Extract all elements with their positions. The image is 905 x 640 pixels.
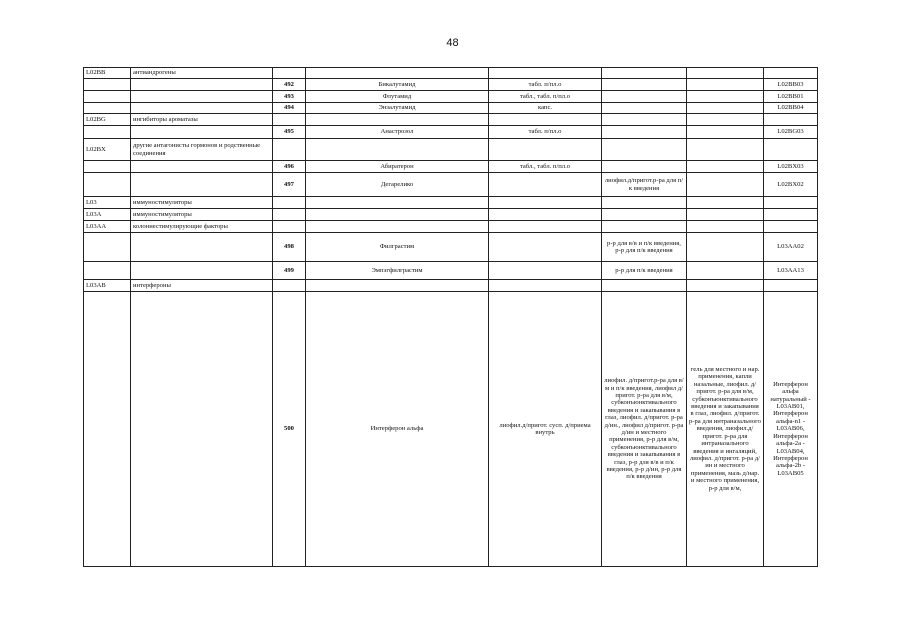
cell-num: 492 bbox=[273, 79, 306, 91]
cell-num: 494 bbox=[273, 103, 306, 114]
cell-num: 499 bbox=[273, 262, 306, 280]
cell-name: Филграстим bbox=[306, 233, 489, 262]
cell-group bbox=[131, 161, 273, 173]
cell-form3 bbox=[687, 221, 764, 233]
cell-num bbox=[273, 114, 306, 126]
cell-atc: L02BX02 bbox=[764, 173, 818, 197]
table-row bbox=[84, 233, 818, 262]
cell-form2: р-р для в/в и п/к введения, р-р для п/к введения bbox=[602, 233, 687, 262]
cell-group bbox=[131, 292, 273, 567]
cell-code: L03A bbox=[84, 209, 131, 221]
cell-form2 bbox=[602, 221, 687, 233]
cell-form2 bbox=[602, 68, 687, 79]
cell-form2: р-р для п/к введения bbox=[602, 262, 687, 280]
cell-code: L02BB bbox=[84, 68, 131, 79]
table-row bbox=[84, 139, 818, 161]
cell-name bbox=[306, 221, 489, 233]
cell-form1 bbox=[489, 173, 602, 197]
cell-code: L02BG bbox=[84, 114, 131, 126]
cell-num: 493 bbox=[273, 91, 306, 103]
cell-group bbox=[131, 262, 273, 280]
table-row bbox=[84, 114, 818, 126]
cell-form1 bbox=[489, 262, 602, 280]
table-row bbox=[84, 68, 818, 79]
cell-atc: L02BX03 bbox=[764, 161, 818, 173]
cell-form3 bbox=[687, 233, 764, 262]
cell-code bbox=[84, 126, 131, 139]
cell-name bbox=[306, 209, 489, 221]
cell-group bbox=[131, 173, 273, 197]
cell-name: Флутамид bbox=[306, 91, 489, 103]
cell-form1: лиофил.д/пригот. сусп. д/приема внутрь bbox=[489, 292, 602, 567]
cell-form3 bbox=[687, 173, 764, 197]
cell-group: ингибиторы ароматазы bbox=[131, 114, 273, 126]
cell-num bbox=[273, 197, 306, 209]
cell-group bbox=[131, 103, 273, 114]
cell-num: 495 bbox=[273, 126, 306, 139]
cell-form3 bbox=[687, 161, 764, 173]
cell-atc: L02BB01 bbox=[764, 91, 818, 103]
cell-atc: Интерферон альфа натуральный - L03AB01, Интерферон альфа-n1 - L03AB06, Интерферон альфа-2а - L03AB04, Интерферон альфа-2b - L03AB05 bbox=[764, 292, 818, 567]
cell-form3 bbox=[687, 103, 764, 114]
page-number: 48 bbox=[446, 37, 459, 49]
cell-group: колониестимулирующие факторы bbox=[131, 221, 273, 233]
cell-form1 bbox=[489, 209, 602, 221]
cell-atc: L03AA02 bbox=[764, 233, 818, 262]
cell-num bbox=[273, 139, 306, 161]
cell-code: L03 bbox=[84, 197, 131, 209]
cell-form1 bbox=[489, 233, 602, 262]
cell-atc bbox=[764, 114, 818, 126]
cell-group bbox=[131, 79, 273, 91]
cell-form1 bbox=[489, 221, 602, 233]
cell-form2: лиофил. д/пригот.р-ра для в/м и п/к введения, лиофил д/пригот. р-ра для в/м, субконъюнктивального введения и закапывания в глаз, лиофил. д/пригот. р-ра д/ин., лиофил д/пригот. р-ра д/ин и местного применения, р-р для в/м, субконъюнктивального введения и закапывания в глаз, р-р для в/в и п/к введения, р-р д/ин, р-р для п/к введения bbox=[602, 292, 687, 567]
cell-group: другие антагонисты гормонов и родственные соединения bbox=[131, 139, 273, 161]
cell-group: иммуностимуляторы bbox=[131, 209, 273, 221]
cell-name bbox=[306, 114, 489, 126]
cell-form2 bbox=[602, 161, 687, 173]
cell-form1: капс. bbox=[489, 103, 602, 114]
cell-group: иммуностимуляторы bbox=[131, 197, 273, 209]
cell-form1 bbox=[489, 139, 602, 161]
cell-atc bbox=[764, 221, 818, 233]
cell-num: 498 bbox=[273, 233, 306, 262]
cell-code bbox=[84, 262, 131, 280]
cell-num: 496 bbox=[273, 161, 306, 173]
table-row bbox=[84, 209, 818, 221]
table-row bbox=[84, 292, 818, 567]
cell-form1: табл., табл. п/пл.о bbox=[489, 91, 602, 103]
cell-group: интерфероны bbox=[131, 280, 273, 292]
cell-atc: L03AA13 bbox=[764, 262, 818, 280]
cell-name bbox=[306, 197, 489, 209]
cell-group: антиандрогены bbox=[131, 68, 273, 79]
cell-form3 bbox=[687, 262, 764, 280]
cell-code bbox=[84, 173, 131, 197]
cell-code bbox=[84, 292, 131, 567]
cell-num bbox=[273, 280, 306, 292]
cell-atc bbox=[764, 280, 818, 292]
table-row bbox=[84, 103, 818, 114]
cell-form2 bbox=[602, 114, 687, 126]
cell-form2 bbox=[602, 79, 687, 91]
cell-form2 bbox=[602, 139, 687, 161]
cell-form2 bbox=[602, 197, 687, 209]
table-row bbox=[84, 197, 818, 209]
cell-num: 500 bbox=[273, 292, 306, 567]
cell-form3 bbox=[687, 126, 764, 139]
cell-code bbox=[84, 161, 131, 173]
table-row bbox=[84, 262, 818, 280]
cell-form3 bbox=[687, 91, 764, 103]
cell-atc bbox=[764, 197, 818, 209]
cell-atc: L02BB03 bbox=[764, 79, 818, 91]
cell-group bbox=[131, 91, 273, 103]
cell-num bbox=[273, 221, 306, 233]
cell-form2 bbox=[602, 103, 687, 114]
cell-name bbox=[306, 280, 489, 292]
cell-atc bbox=[764, 209, 818, 221]
cell-name: Эмпэгфилграстим bbox=[306, 262, 489, 280]
cell-form2 bbox=[602, 280, 687, 292]
cell-name bbox=[306, 139, 489, 161]
cell-name bbox=[306, 68, 489, 79]
cell-name: Анастрозол bbox=[306, 126, 489, 139]
cell-form2 bbox=[602, 91, 687, 103]
cell-name: Бикалутамид bbox=[306, 79, 489, 91]
table-row bbox=[84, 173, 818, 197]
cell-form3 bbox=[687, 79, 764, 91]
cell-form3 bbox=[687, 114, 764, 126]
drug-table bbox=[83, 67, 818, 567]
cell-atc bbox=[764, 68, 818, 79]
cell-form2: лиофил.д/пригот.р-ра для п/к введения bbox=[602, 173, 687, 197]
cell-form1: табл., табл. п/пл.о bbox=[489, 161, 602, 173]
cell-form1: табл. п/пл.о bbox=[489, 79, 602, 91]
cell-form1 bbox=[489, 68, 602, 79]
cell-form1 bbox=[489, 197, 602, 209]
cell-code bbox=[84, 233, 131, 262]
cell-num bbox=[273, 68, 306, 79]
cell-atc: L02BG03 bbox=[764, 126, 818, 139]
cell-form1 bbox=[489, 280, 602, 292]
cell-atc bbox=[764, 139, 818, 161]
cell-form2 bbox=[602, 209, 687, 221]
cell-code bbox=[84, 91, 131, 103]
cell-group bbox=[131, 233, 273, 262]
table-row bbox=[84, 161, 818, 173]
table-row bbox=[84, 79, 818, 91]
cell-form3 bbox=[687, 68, 764, 79]
cell-form1: табл. п/пл.о bbox=[489, 126, 602, 139]
cell-form3 bbox=[687, 139, 764, 161]
table-row bbox=[84, 280, 818, 292]
cell-name: Абиратерон bbox=[306, 161, 489, 173]
cell-code bbox=[84, 79, 131, 91]
cell-code: L03AA bbox=[84, 221, 131, 233]
cell-form3 bbox=[687, 197, 764, 209]
cell-form3 bbox=[687, 209, 764, 221]
cell-name: Интерферон альфа bbox=[306, 292, 489, 567]
cell-group bbox=[131, 126, 273, 139]
table-row bbox=[84, 126, 818, 139]
cell-form3: гель для местного и нар. применения, капли назальные, лиофил. д/пригот. р-ра для в/м, субконъюнктивального введения и закапывания в глаз, лиофил. д/пригот. р-ра для интраназального введения, лиофил.д/пригот. р-ра для интраназального введения и ингаляций, лиофил. д/пригот. р-ра д/ин и местного применения, мазь д/нар. и местного применения, р-р для в/м, bbox=[687, 292, 764, 567]
cell-name: Энзалутамид bbox=[306, 103, 489, 114]
cell-form2 bbox=[602, 126, 687, 139]
cell-code: L03AB bbox=[84, 280, 131, 292]
cell-code: L02BX bbox=[84, 139, 131, 161]
cell-name: Дегарелико bbox=[306, 173, 489, 197]
cell-code bbox=[84, 103, 131, 114]
cell-atc: L02BB04 bbox=[764, 103, 818, 114]
cell-num: 497 bbox=[273, 173, 306, 197]
cell-num bbox=[273, 209, 306, 221]
cell-form1 bbox=[489, 114, 602, 126]
table-row bbox=[84, 221, 818, 233]
table-row bbox=[84, 91, 818, 103]
cell-form3 bbox=[687, 280, 764, 292]
